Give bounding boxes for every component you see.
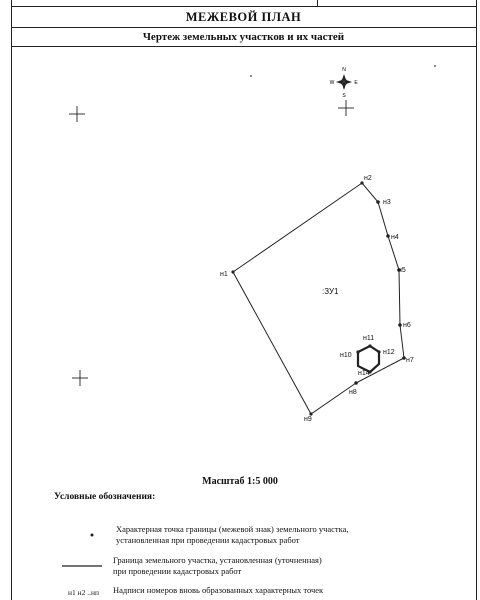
label-n8: н8 xyxy=(349,389,357,396)
point-n3 xyxy=(376,200,380,204)
grid-cross xyxy=(69,106,85,122)
legend-text: установленная при проведении кадастровых работ xyxy=(116,535,300,545)
grid-cross xyxy=(72,370,88,386)
label-n11: н11 xyxy=(363,335,375,342)
parcel-boundary xyxy=(233,183,404,414)
label-n5: н5 xyxy=(398,267,406,274)
grid-cross xyxy=(338,100,354,116)
compass-s: S xyxy=(342,93,346,99)
label-n1: н1 xyxy=(220,271,228,278)
label-n7: н7 xyxy=(406,357,414,364)
legend-item-point xyxy=(116,524,349,546)
legend-title: Условные обозначения: xyxy=(54,492,156,502)
point-n12 xyxy=(377,350,380,353)
parcel-label: :ЗУ1 xyxy=(322,287,339,296)
label-n3: н3 xyxy=(383,199,391,206)
speck xyxy=(250,75,252,77)
legend-item-labels: Надписи номеров вновь образованных характерных точек xyxy=(113,585,324,595)
point-n8 xyxy=(354,381,358,385)
label-n9: н9 xyxy=(304,416,312,423)
label-n14: н14 xyxy=(358,370,370,377)
compass-w: W xyxy=(329,80,335,86)
legend-text: при проведении кадастровых работ xyxy=(113,566,242,576)
point-n4 xyxy=(386,234,390,238)
label-n12: н12 xyxy=(383,349,395,356)
boundary-points xyxy=(231,181,405,415)
compass-e: E xyxy=(354,80,358,86)
legend-item-boundary xyxy=(113,555,322,577)
page-subtitle: Чертеж земельных участков и их частей xyxy=(11,27,476,47)
label-n4: н4 xyxy=(391,234,399,241)
legend-text: Характерная точка границы (межевой знак) земельного участка, xyxy=(116,524,349,534)
point-n11 xyxy=(368,344,371,347)
compass-icon xyxy=(330,67,359,99)
point-n6 xyxy=(398,323,402,327)
grid-crosses xyxy=(69,100,354,386)
scale-label: Масштаб 1:5 000 xyxy=(202,476,278,487)
legend-point-symbol xyxy=(91,534,94,537)
point-n10 xyxy=(356,350,359,353)
legend-symbol-text: н1 н2 ..нп xyxy=(68,588,100,597)
point-n1 xyxy=(231,270,234,273)
label-n6: н6 xyxy=(403,322,411,329)
page-title: МЕЖЕВОЙ ПЛАН xyxy=(11,6,476,28)
inner-contour xyxy=(358,346,379,372)
label-n10: н10 xyxy=(340,352,352,359)
label-n2: н2 xyxy=(364,175,372,182)
legend-text: Граница земельного участка, установленная (уточненная) xyxy=(113,555,322,565)
compass-n: N xyxy=(342,67,346,73)
speck xyxy=(434,65,436,67)
